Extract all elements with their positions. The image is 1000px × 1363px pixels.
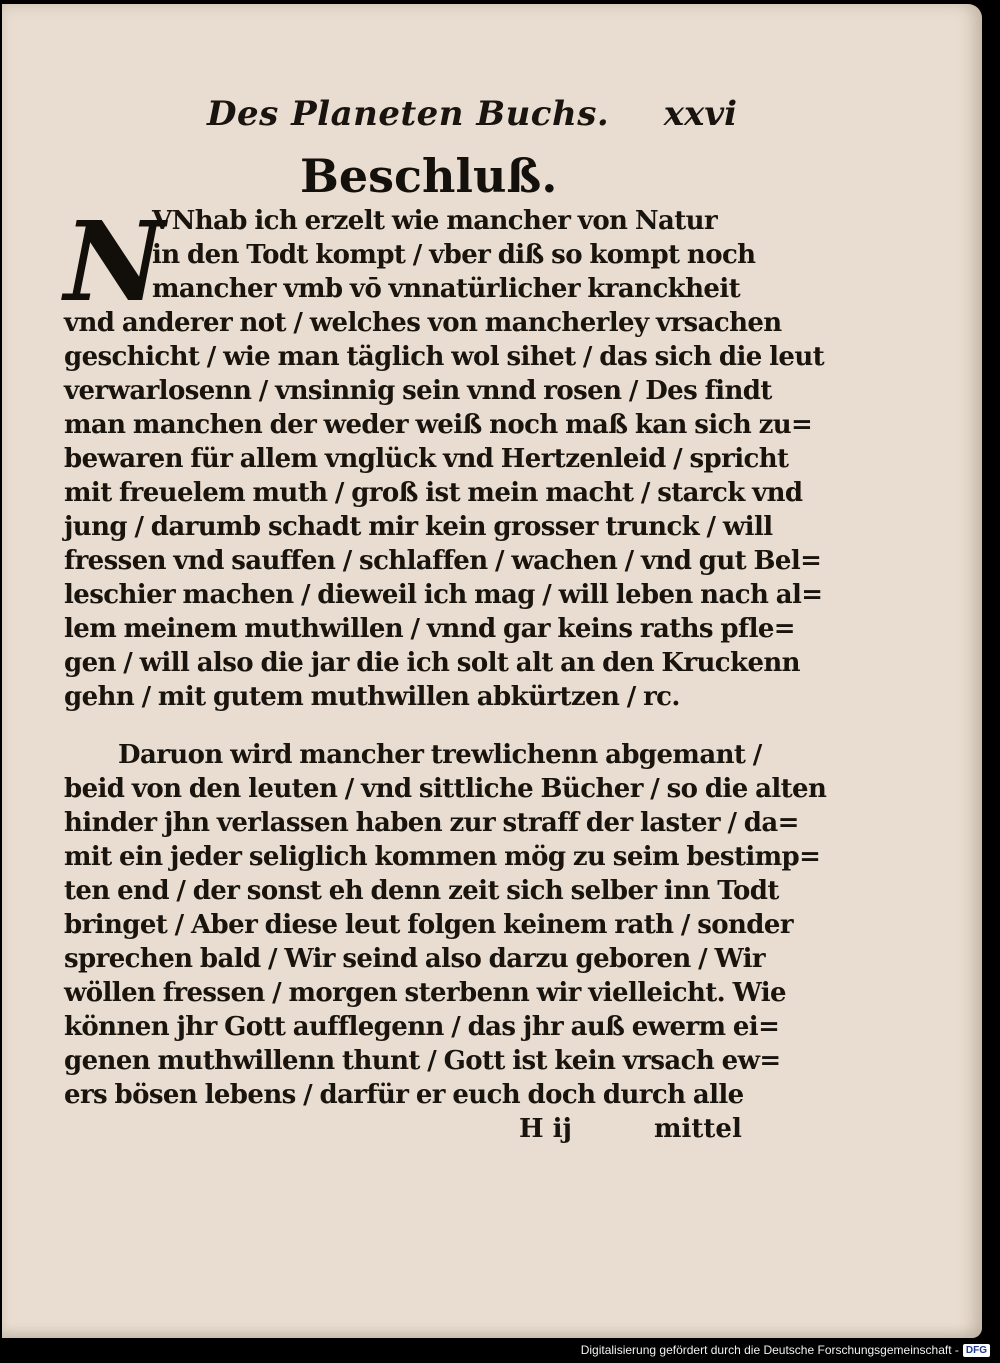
catchword: mittel xyxy=(654,1114,742,1144)
text-line: bewaren für allem vnglück vnd Hertzenleid / spricht xyxy=(64,444,789,474)
text-line: jung / darumb schadt mir kein grosser trunck / will xyxy=(64,512,773,542)
section-title: Beschluß. xyxy=(300,149,558,203)
text-line: ten end / der sonst eh denn zeit sich selber inn Todt xyxy=(64,876,779,906)
text-line: lem meinem muthwillen / vnnd gar keins raths pfle= xyxy=(64,614,795,644)
text-line: vnd anderer not / welches von mancherley vrsachen xyxy=(64,308,782,338)
running-title: Des Planeten Buchs. xyxy=(207,94,610,134)
credit-text: Digitalisierung gefördert durch die Deutsche Forschungsgemeinschaft - xyxy=(580,1343,959,1357)
text-line: genen muthwillenn thunt / Gott ist kein vrsach ew= xyxy=(64,1046,781,1076)
text-line: fressen vnd sauffen / schlaffen / wachen / vnd gut Bel= xyxy=(64,546,822,576)
text-line: bringet / Aber diese leut folgen keinem rath / sonder xyxy=(64,910,793,940)
text-line: mit ein jeder seliglich kommen mög zu seim bestimp= xyxy=(64,842,821,872)
signature-mark: H ij xyxy=(519,1114,572,1144)
text-line: leschier machen / dieweil ich mag / will leben nach al= xyxy=(64,580,823,610)
dfg-logo: DFG xyxy=(963,1344,990,1357)
text-line: sprechen bald / Wir seind also darzu geboren / Wir xyxy=(64,944,766,974)
text-line: mancher vmb vō vnnatürlicher kranckheit xyxy=(152,274,741,304)
digitization-credit xyxy=(581,1343,990,1357)
folio-number: xxvi xyxy=(663,94,737,134)
text-line: beid von den leuten / vnd sittliche Bücher / so die alten xyxy=(64,774,827,804)
text-line: ers bösen lebens / darfür er euch doch durch alle xyxy=(64,1080,744,1110)
book-page xyxy=(2,4,982,1338)
decorated-initial: N xyxy=(64,197,165,326)
text-line: man manchen der weder weiß noch maß kan sich zu= xyxy=(64,410,813,440)
text-line: gehn / mit gutem muthwillen abkürtzen / rc. xyxy=(64,682,680,712)
text-body xyxy=(64,197,827,1146)
paragraph-gap xyxy=(64,714,744,738)
text-line: Daruon wird mancher trewlichenn abgemant / xyxy=(118,740,762,770)
text-line: VNhab ich erzelt wie mancher von Natur xyxy=(152,206,718,236)
text-line: wöllen fressen / morgen sterbenn wir vielleicht. Wie xyxy=(64,978,786,1008)
text-line: in den Todt kompt / vber diß so kompt noch xyxy=(152,240,756,270)
page-header xyxy=(207,94,737,150)
signature-row xyxy=(64,1112,744,1146)
text-line: können jhr Gott aufflegenn / das jhr auß ewerm ei= xyxy=(64,1012,780,1042)
text-line: verwarlosenn / vnsinnig sein vnnd rosen / Des findt xyxy=(64,376,772,406)
text-line: mit freuelem muth / groß ist mein macht / starck vnd xyxy=(64,478,803,508)
text-line: gen / will also die jar die ich solt alt an den Kruckenn xyxy=(64,648,800,678)
text-line: hinder jhn verlassen haben zur straff der laster / da= xyxy=(64,808,799,838)
text-line: geschicht / wie man täglich wol sihet / das sich die leut xyxy=(64,342,825,372)
